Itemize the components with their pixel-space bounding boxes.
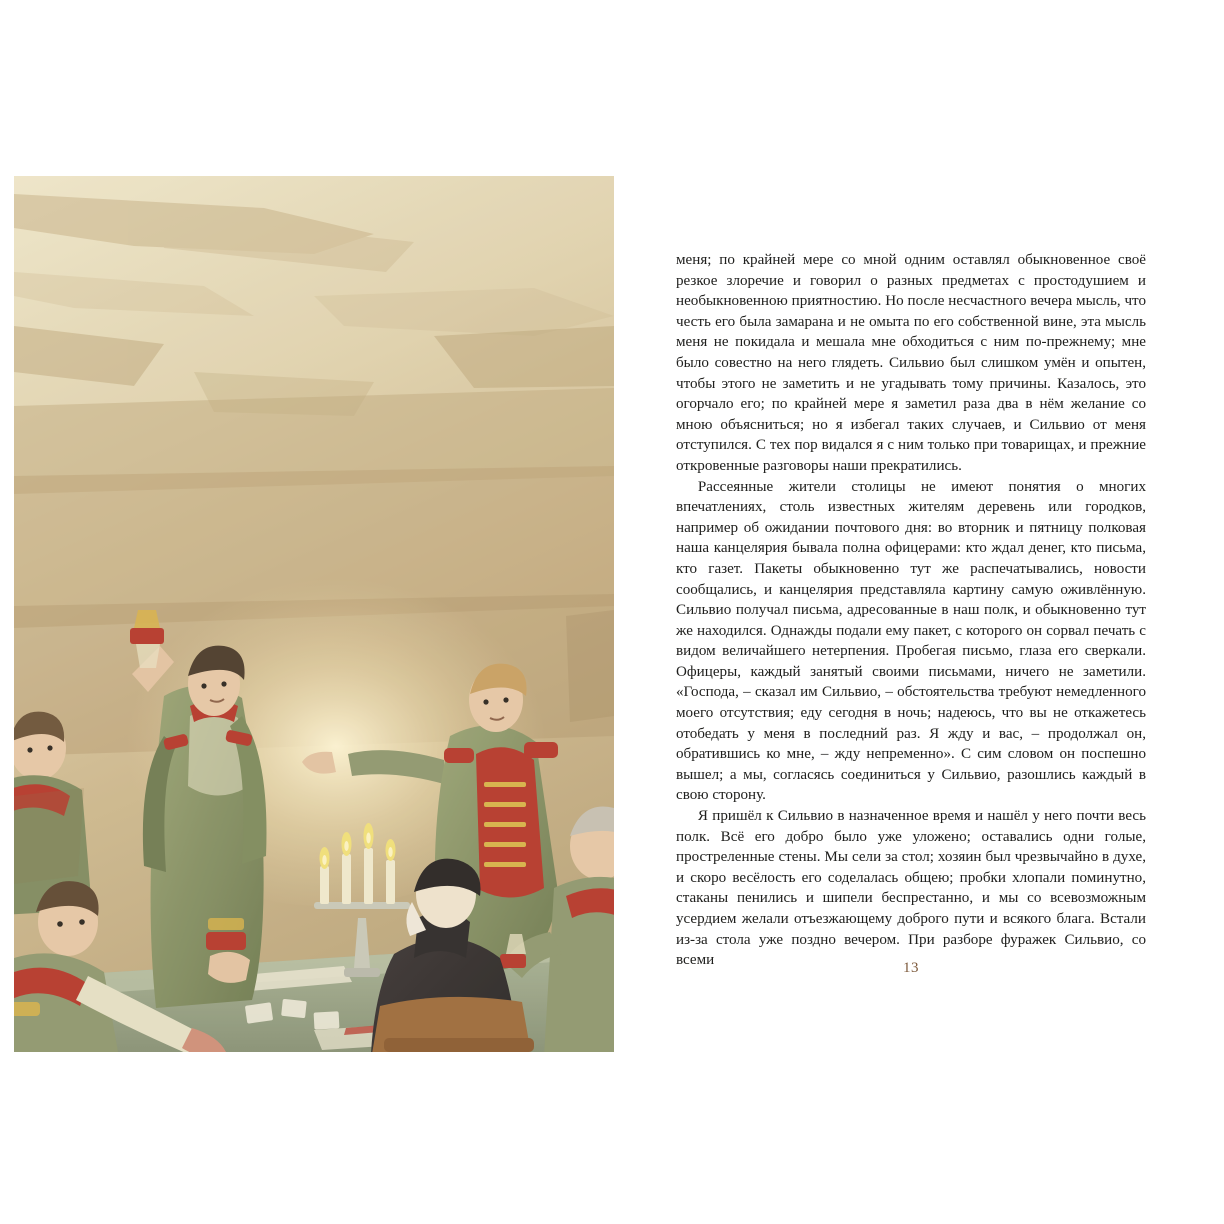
illustration-artwork bbox=[14, 176, 614, 1052]
illustration-panel bbox=[14, 176, 614, 1052]
body-text bbox=[676, 250, 1146, 971]
page-text-column bbox=[676, 250, 1146, 971]
paragraph-1: меня; по крайней мере со мной одним оставлял обыкновенное своё резкое злоречие и говорил о разных предметах с простодушием и необыкновенною приятностию. Но после несчастного вечера мысль, что честь его была замарана и не омыта по его собственной вине, эта мысль меня не покидала и мешала мне обходиться с ним по-прежнему; мне было совестно на него глядеть. Сильвио был слишком умён и опытен, чтобы этого не заметить и не угадывать тому причины. Казалось, это огорчало его; по крайней мере я заметил раза два в нём желание со мною объясниться; но я избегал таких случаев, и Сильвио от меня отступился. С тех пор видался я с ним только при товарищах, и прежние откровенные разговоры наши прекратились. bbox=[676, 252, 1146, 474]
paragraph-3: Я пришёл к Сильвио в назначенное время и нашёл у него почти весь полк. Всё его добро было уже уложено; оставались одни голые, простреленные стены. Мы сели за стол; хозяин был чрезвычайно в духе, и скоро весёлость его соделалась общею; пробки хлопали поминутно, стаканы пенились и шипели беспрестанно, и мы со всевозможным усердием желали отъезжающему доброго пути и всякого блага. Встали из-за стола уже поздно вечером. При разборе фуражек Сильвио, со всеми bbox=[676, 808, 1146, 969]
page-number: 13 bbox=[903, 960, 919, 976]
paragraph-2: Рассеянные жители столицы не имеют понятия о многих впечатлениях, столь известных жителям деревень или городков, например об ожидании почтового дня: во вторник и пятницу полковая наша канцелярия бывала полна офицерами: кто ждал денег, кто письма, кто газет. Пакеты обыкновенно тут же распечатывались, новости сообщались, и канцелярия представляла картину самую оживлённую. Сильвио получал письма, адресованные в наш полк, и обыкновенно тут же находился. Однажды подали ему пакет, с которого он сорвал печать с видом величайшего нетерпения. Пробегая письмо, глаза его сверкали. Офицеры, каждый занятый своими письмами, ничего не заметили. «Господа, – сказал им Сильвио, – обстоятельства требуют немедленного моего отсутствия; еду сегодня в ночь; надеюсь, что вы не откажетесь отобедать у меня в последний раз. Я жду и вас, – продолжал он, обратившись ко мне, – жду непременно». С сим словом он поспешно вышел; а мы, согласясь соединиться у Сильвио, разошлись каждый в свою сторону. bbox=[676, 478, 1146, 804]
